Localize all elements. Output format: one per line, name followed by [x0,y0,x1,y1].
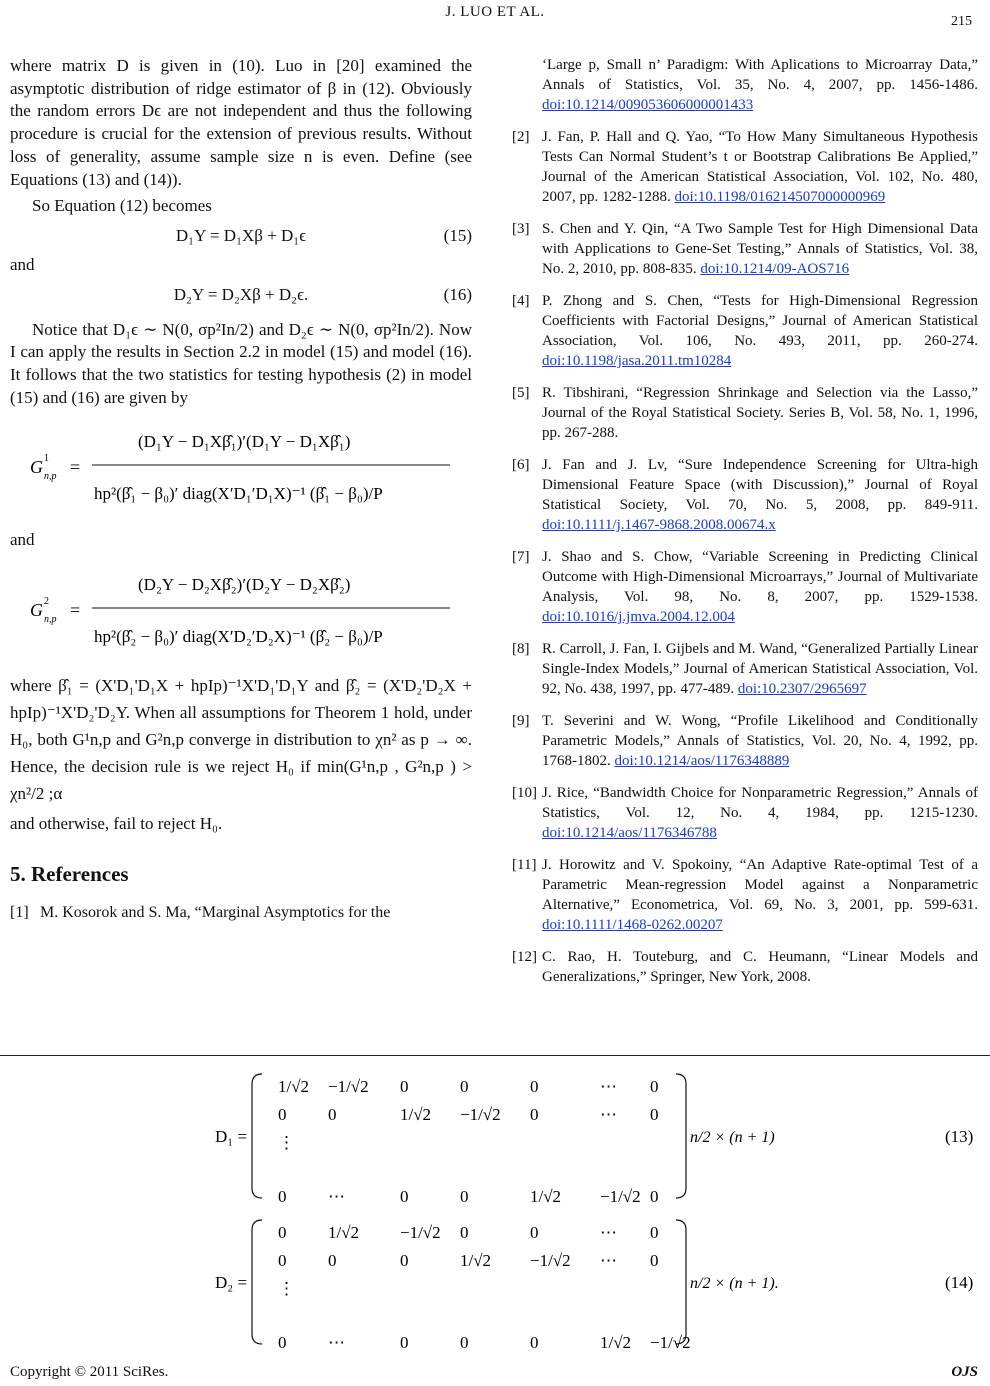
reference-text: J. Horowitz and V. Spokoiny, “An Adaptive Rate-optimal Test of a Parametric Mean-regression Model against a Nonparametric Alternative,” Econometrica, Vol. 69, No. 3, 2001, pp. 599-631. [542,857,978,913]
matrix-cell: ⋯ [600,1251,617,1270]
statistic-G1 [10,415,472,519]
matrix-cell: ⋯ [600,1105,617,1124]
matrix-cell: 0 [650,1105,659,1124]
D1-dimension: n/2 × (n + 1) [690,1129,775,1146]
G2-symbol: G [30,600,43,621]
equation-15 [10,218,472,254]
G2-numerator: (D₂Y − D₂Xβ̂₂)′(D₂Y − D₂Xβ̂₂) [138,575,351,595]
matrix-cell: 1/√2 [400,1105,432,1124]
equation-15-body: D₁Y = D₁Xβ + D₁ϵ [175,225,307,245]
reference-item [512,639,978,699]
reference-number: [5] [512,385,530,401]
matrix-cell: 0 [400,1187,409,1206]
paragraph-notice: Notice that D₁ϵ ∼ N(0, σp²In/2) and D₂ϵ ∼ N(0, σp²In/2). Now I can apply the results in Section 2.2 in model (15) and model (16). It follows that the two statistics for testing hypothesis (2) in model (15) and (16) are given by [10,319,472,407]
reference-item [512,455,978,535]
reference-text: R. Carroll, J. Fan, I. Gijbels and M. Wand, “Generalized Partially Linear Single-Index Models,” Journal of American Statistical Association, Vol. 92, No. 438, 1997, pp. 477-489. [542,641,978,697]
reference-text: J. Fan, P. Hall and Q. Yao, “To How Many Simultaneous Hypothesis Tests Can Normal Student’s t or Bootstrap Calibrations Be Applied,” Journal of the American Statistical Association, Vol. 102, No. 480, 2007, pp. 1282-1288. [542,129,978,205]
running-header: J. LUO ET AL. [445,4,545,20]
matrix-cell: 0 [400,1251,409,1270]
matrix-cell: 0 [650,1251,659,1270]
matrix-cell: 0 [328,1105,337,1124]
reference-text: S. Chen and Y. Qin, “A Two Sample Test for High Dimensional Data with Applications to Gene-Set Testing,” Annals of Statistics, Vol. 38, No. 2, 2010, pp. 808-835. [542,221,978,277]
matrix-cell: 0 [650,1223,659,1242]
svg-text:=: = [70,600,81,621]
reference-item [512,127,978,207]
reference-number: [12] [512,949,537,965]
D1-equation-number: (13) [945,1127,974,1146]
matrix-cell: 1/√2 [328,1223,360,1242]
reference-number: [4] [512,293,530,309]
matrix-cell: ⋯ [328,1333,345,1350]
matrix-cell: 0 [328,1251,337,1270]
reference-text: C. Rao, H. Touteburg, and C. Heumann, “Linear Models and Generalizations,” Springer, New York, 2008. [542,949,978,985]
D1-cells [278,1077,659,1206]
reference-item [512,291,978,371]
D1-left-bracket [252,1074,262,1198]
reference-text: ‘Large p, Small n’ Paradigm: With Aplications to Microarray Data,” Annals of Statistics, Vol. 35, No. 4, 2007, pp. 1456-1486. [542,57,978,93]
right-column [512,55,978,999]
equation-16 [10,277,472,313]
matrix-cell: 0 [278,1223,287,1242]
paragraph-equation-becomes: So Equation (12) becomes [32,196,212,216]
G1-superscript: 1 [44,453,49,465]
reference-item [512,383,978,443]
and-text-2: and [10,530,35,550]
matrix-cell: 1/√2 [600,1333,632,1350]
doi-link[interactable]: doi:10.1198/016214507000000969 [674,189,886,205]
doi-link[interactable]: doi:10.1016/j.jmva.2004.12.004 [542,609,735,625]
statistic-G2 [10,558,472,662]
matrix-cell: −1/√2 [460,1105,501,1124]
D2-equation-number: (14) [945,1273,974,1292]
reference-1 [10,903,472,923]
matrix-cell: 0 [400,1333,409,1350]
G2-superscript: 2 [44,596,49,608]
matrix-cell: ⋮ [278,1133,295,1152]
and-text-1: and [10,254,35,274]
matrix-cell: 0 [530,1105,539,1124]
reference-number: [1] [10,903,29,921]
reference-number: [2] [512,129,530,145]
matrix-cell: 0 [650,1187,659,1206]
D2-dimension: n/2 × (n + 1). [690,1275,779,1292]
reference-number: [11] [512,857,537,873]
journal-abbrev: OJS [951,1364,978,1380]
doi-link[interactable]: doi:10.1214/09-AOS716 [700,261,850,277]
matrix-cell: 1/√2 [460,1251,492,1270]
reference-text: J. Fan and J. Lv, “Sure Independence Screening for Ultra-high Dimensional Feature Space (with Discussion),” Journal of Royal Statistical Society, Vol. 70, No. 5, 2008, pp. 849-911. [542,457,978,513]
matrix-cell: 0 [460,1187,469,1206]
reference-list [512,127,978,987]
matrix-cell: 0 [460,1077,469,1096]
column-divider-rule [0,1055,990,1056]
D2-cells [278,1223,691,1350]
paragraph-otherwise: and otherwise, fail to reject H₀. [10,814,223,834]
reference-text: M. Kosorok and S. Ma, “Marginal Asymptotics for the [40,903,391,921]
G2-subscript: n,p [44,614,57,626]
matrix-definitions [0,1060,990,1350]
matrix-cell: 0 [530,1077,539,1096]
doi-link[interactable]: doi:10.1198/jasa.2011.tm10284 [542,353,732,369]
matrix-cell: 0 [278,1333,287,1350]
copyright: Copyright © 2011 SciRes. [10,1364,169,1380]
left-column [10,55,472,935]
matrix-cell: 0 [278,1187,287,1206]
matrix-cell: 0 [400,1077,409,1096]
reference-item [512,783,978,843]
reference-number: [6] [512,457,530,473]
equation-16-number: (16) [443,284,472,304]
matrix-cell: 0 [530,1223,539,1242]
reference-item [512,219,978,279]
matrix-cell: −1/√2 [600,1187,641,1206]
matrix-cell: 0 [460,1223,469,1242]
matrix-cell: ⋯ [600,1077,617,1096]
G1-symbol: G [30,457,43,478]
matrix-cell: 0 [460,1333,469,1350]
paragraph-intro: where matrix D is given in (10). Luo in [20] examined the asymptotic distribution of ridge estimator of β in (12). Obviously the random errors Dϵ are not independent and thus the following procedure is crucial for the extension of previous results. Without loss of generality, assume sample size n is even. Define (see Equations (13) and (14)). [10,56,472,189]
matrix-cell: 0 [530,1333,539,1350]
paragraph-decision-rule: where β̂₁ = (X'D₁'D₁X + hpIp)⁻¹X'D₁'D₁Y and β̂₂ = (X'D₂'D₂X + hpIp)⁻¹X'D₂'D₂Y. When all assumptions for Theorem 1 hold, under H₀, both G¹n,p and G²n,p converge in distribution to χn² as p → ∞. Hence, the decision rule is we reject H₀ if min(G¹n,p , G²n,p ) > χn²/2 ;α [10,676,472,804]
reference-number: [10] [512,785,537,801]
matrix-cell: −1/√2 [530,1251,571,1270]
matrix-cell: −1/√2 [400,1223,441,1242]
matrix-cell: 0 [278,1251,287,1270]
matrix-cell: 0 [278,1105,287,1124]
doi-link[interactable]: doi:10.1111/j.1467-9868.2008.00674.x [542,517,776,533]
D1-right-bracket [676,1074,686,1198]
doi-link[interactable]: doi:10.1214/009053606000001433 [542,97,754,113]
D2-left-bracket [252,1220,262,1344]
matrix-cell: ⋯ [328,1187,345,1206]
matrix-cell: 1/√2 [278,1077,310,1096]
reference-item [512,855,978,935]
reference-item [512,711,978,771]
reference-text: T. Severini and W. Wong, “Profile Likelihood and Conditionally Parametric Models,” Annals of Statistics, Vol. 20, No. 4, 1992, pp. 1768-1802. [542,713,978,769]
doi-link[interactable]: doi:10.1214/aos/1176346788 [542,825,717,841]
reference-text: R. Tibshirani, “Regression Shrinkage and Selection via the Lasso,” Journal of the Royal Statistical Society. Series B, Vol. 58, No. 1, 1996, pp. 267-288. [542,385,978,441]
reference-number: [3] [512,221,530,237]
G1-subscript: n,p [44,471,57,483]
svg-text:=: = [70,457,81,478]
reference-text: J. Shao and S. Chow, “Variable Screening in Predicting Clinical Outcome with High-Dimensional Microarrays,” Journal of Multivariate Analysis, Vol. 98, No. 8, 2007, pp. 1529-1538. [542,549,978,605]
page-number: 215 [951,14,972,29]
D2-label: D₂ = [215,1273,248,1292]
equation-16-body: D₂Y = D₂Xβ + D₂ϵ. [173,284,309,304]
doi-link[interactable]: doi:10.1111/1468-0262.00207 [542,917,723,933]
matrix-cell: −1/√2 [328,1077,369,1096]
equation-15-number: (15) [443,225,472,245]
G1-numerator: (D₁Y − D₁Xβ̂₁)′(D₁Y − D₁Xβ̂₁) [138,432,351,452]
doi-link[interactable]: doi:10.1214/aos/1176348889 [614,753,790,769]
references-heading: 5. References [10,861,129,886]
matrix-cell: ⋯ [600,1223,617,1242]
reference-item [512,547,978,627]
reference-1-continued [512,55,978,115]
matrix-cell: −1/√2 [650,1333,691,1350]
matrix-cell: 0 [650,1077,659,1096]
matrix-cell: 1/√2 [530,1187,562,1206]
reference-number: [8] [512,641,530,657]
D2-right-bracket [676,1220,686,1344]
G2-denominator: hp²(β̂₂ − β₀)′ diag(X′D₂′D₂X)⁻¹ (β̂₂ − β₀)/P [94,627,383,647]
reference-item [512,947,978,987]
reference-text: P. Zhong and S. Chen, “Tests for High-Dimensional Regression Coefficients with Factorial Designs,” Journal of American Statistical Association, Vol. 106, No. 493, 2011, pp. 260-274. [542,293,978,349]
matrix-cell: ⋮ [278,1279,295,1298]
reference-number: [7] [512,549,530,565]
reference-text: J. Rice, “Bandwidth Choice for Nonparametric Regression,” Annals of Statistics, Vol. 12, No. 4, 1984, pp. 1215-1230. [542,785,978,821]
D1-label: D₁ = [215,1127,248,1146]
reference-number: [9] [512,713,530,729]
doi-link[interactable]: doi:10.2307/2965697 [737,681,867,697]
G1-denominator: hp²(β̂₁ − β₀)′ diag(X′D₁′D₁X)⁻¹ (β̂₁ − β₀)/P [94,484,383,504]
